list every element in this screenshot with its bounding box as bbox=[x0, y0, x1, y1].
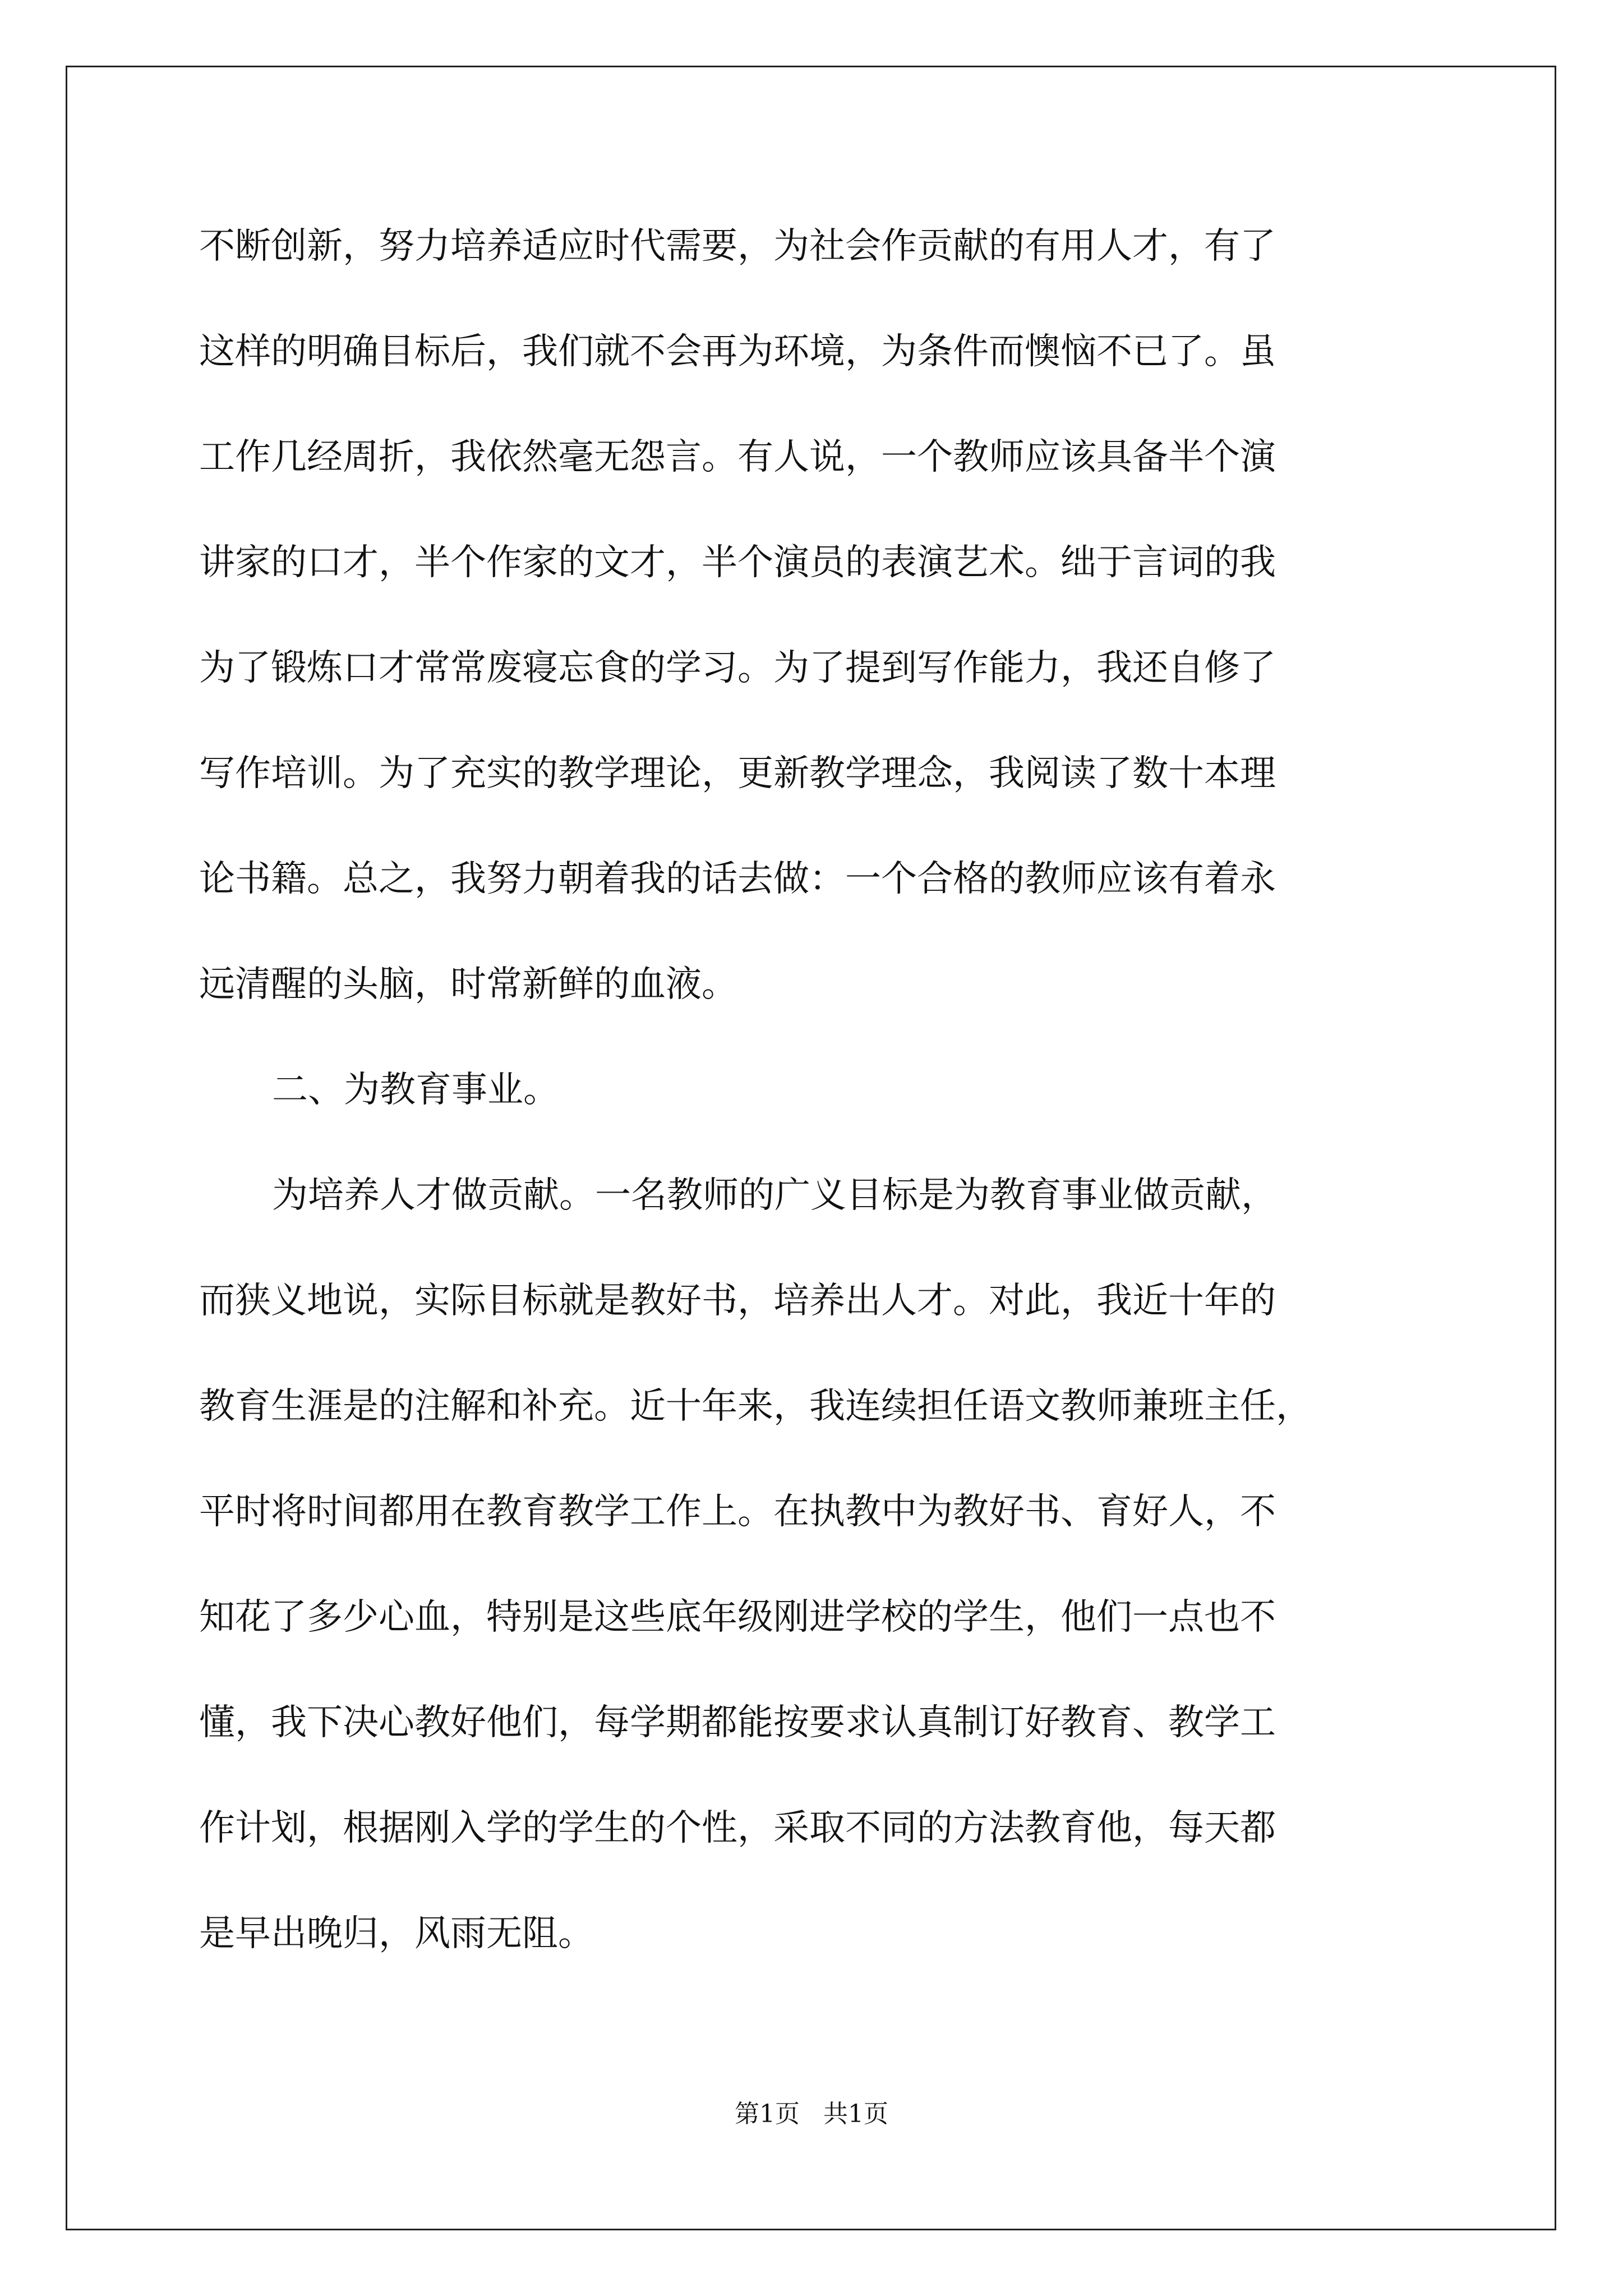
text-line: 教育生涯是的注解和补充。近十年来，我连续担任语文教师兼班主任， bbox=[199, 1386, 1312, 1427]
text-line: 工作几经周折，我依然毫无怨言。有人说，一个教师应该具备半个演 bbox=[199, 436, 1276, 478]
text-line: 论书籍。总之，我努力朝着我的话去做：一个合格的教师应该有着永 bbox=[199, 858, 1276, 900]
text-line: 不断创新，努力培养适应时代需要，为社会作贡献的有用人才，有了 bbox=[199, 226, 1276, 267]
text-line: 为培养人才做贡献。一名教师的广义目标是为教育事业做贡献， bbox=[272, 1175, 1277, 1216]
text-line: 讲家的口才，半个作家的文才，半个演员的表演艺术。绌于言词的我 bbox=[199, 542, 1276, 583]
text-line: 远清醒的头脑，时常新鲜的血液。 bbox=[199, 964, 737, 1005]
text-line: 平时将时间都用在教育教学工作上。在执教中为教好书、育好人，不 bbox=[199, 1491, 1276, 1533]
text-line: 懂，我下决心教好他们，每学期都能按要求认真制订好教育、教学工 bbox=[199, 1702, 1276, 1743]
body-text bbox=[199, 194, 1455, 1986]
text-line: 而狭义地说，实际目标就是教好书，培养出人才。对此，我近十年的 bbox=[199, 1280, 1276, 1322]
section-heading: 二、为教育事业。 bbox=[272, 1069, 559, 1111]
text-line: 是早出晚归，风雨无阻。 bbox=[199, 1913, 594, 1954]
text-line: 作计划，根据刚入学的学生的个性，采取不同的方法教育他，每天都 bbox=[199, 1807, 1276, 1849]
text-line: 为了锻炼口才常常废寝忘食的学习。为了提到写作能力，我还自修了 bbox=[199, 647, 1276, 689]
text-line: 这样的明确目标后，我们就不会再为环境，为条件而懊恼不已了。虽 bbox=[199, 331, 1276, 372]
text-line: 知花了多少心血，特别是这些底年级刚进学校的学生，他们一点也不 bbox=[199, 1596, 1276, 1638]
page-number: 第1页 共1页 bbox=[735, 2100, 888, 2128]
text-line: 写作培训。为了充实的教学理论，更新教学理念，我阅读了数十本理 bbox=[199, 753, 1276, 794]
